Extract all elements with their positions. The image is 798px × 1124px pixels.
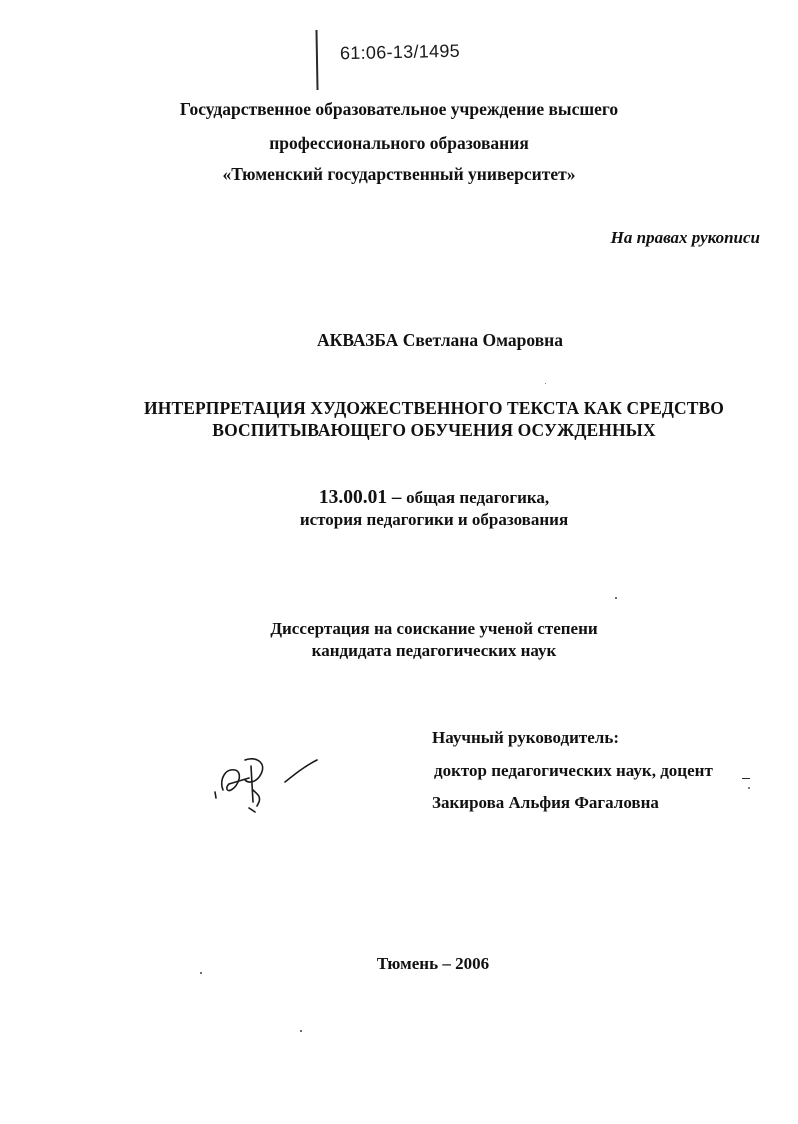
specialty-name: общая педагогика,	[406, 488, 550, 507]
scan-speck	[748, 787, 750, 789]
institution-line-1: Государственное образовательное учреждение высшего	[179, 99, 619, 119]
supervisor-name: Закирова Альфия Фагаловна	[432, 793, 659, 812]
scan-speck	[615, 597, 617, 599]
scan-speck	[300, 1030, 302, 1032]
archive-margin-line	[315, 30, 318, 90]
dissertation-line-2: кандидата педагогических наук	[311, 641, 557, 660]
dissertation-line-1: Диссертация на соискание ученой степени	[270, 619, 598, 638]
supervisor-label: Научный руководитель:	[432, 728, 619, 747]
specialty-dash: –	[387, 487, 407, 508]
scan-speck	[545, 383, 546, 384]
archive-code: 61:06-13/1495	[339, 40, 461, 64]
title-line-2: ВОСПИТЫВАЮЩЕГО ОБУЧЕНИЯ ОСУЖДЕННЫХ	[212, 420, 656, 440]
specialty-line-2: история педагогики и образования	[299, 510, 569, 529]
rights-note: На правах рукописи	[610, 228, 760, 247]
supervisor-degree: доктор педагогических наук, доцент	[434, 761, 713, 780]
institution-line-2: профессионального образования	[269, 133, 529, 153]
author-name: АКВАЗБА Светлана Омаровна	[317, 330, 563, 350]
title-line-1: ИНТЕРПРЕТАЦИЯ ХУДОЖЕСТВЕННОГО ТЕКСТА КАК СРЕДСТВО	[144, 398, 724, 418]
city-year: Тюмень – 2006	[376, 954, 490, 973]
scan-speck	[200, 972, 202, 974]
supervisor-degree-underline	[742, 778, 750, 779]
institution-line-3: «Тюменский государственный университет»	[222, 164, 576, 184]
specialty-code: 13.00.01	[318, 487, 388, 508]
specialty-line-1	[0, 487, 798, 509]
handwritten-signature-icon	[205, 750, 325, 820]
